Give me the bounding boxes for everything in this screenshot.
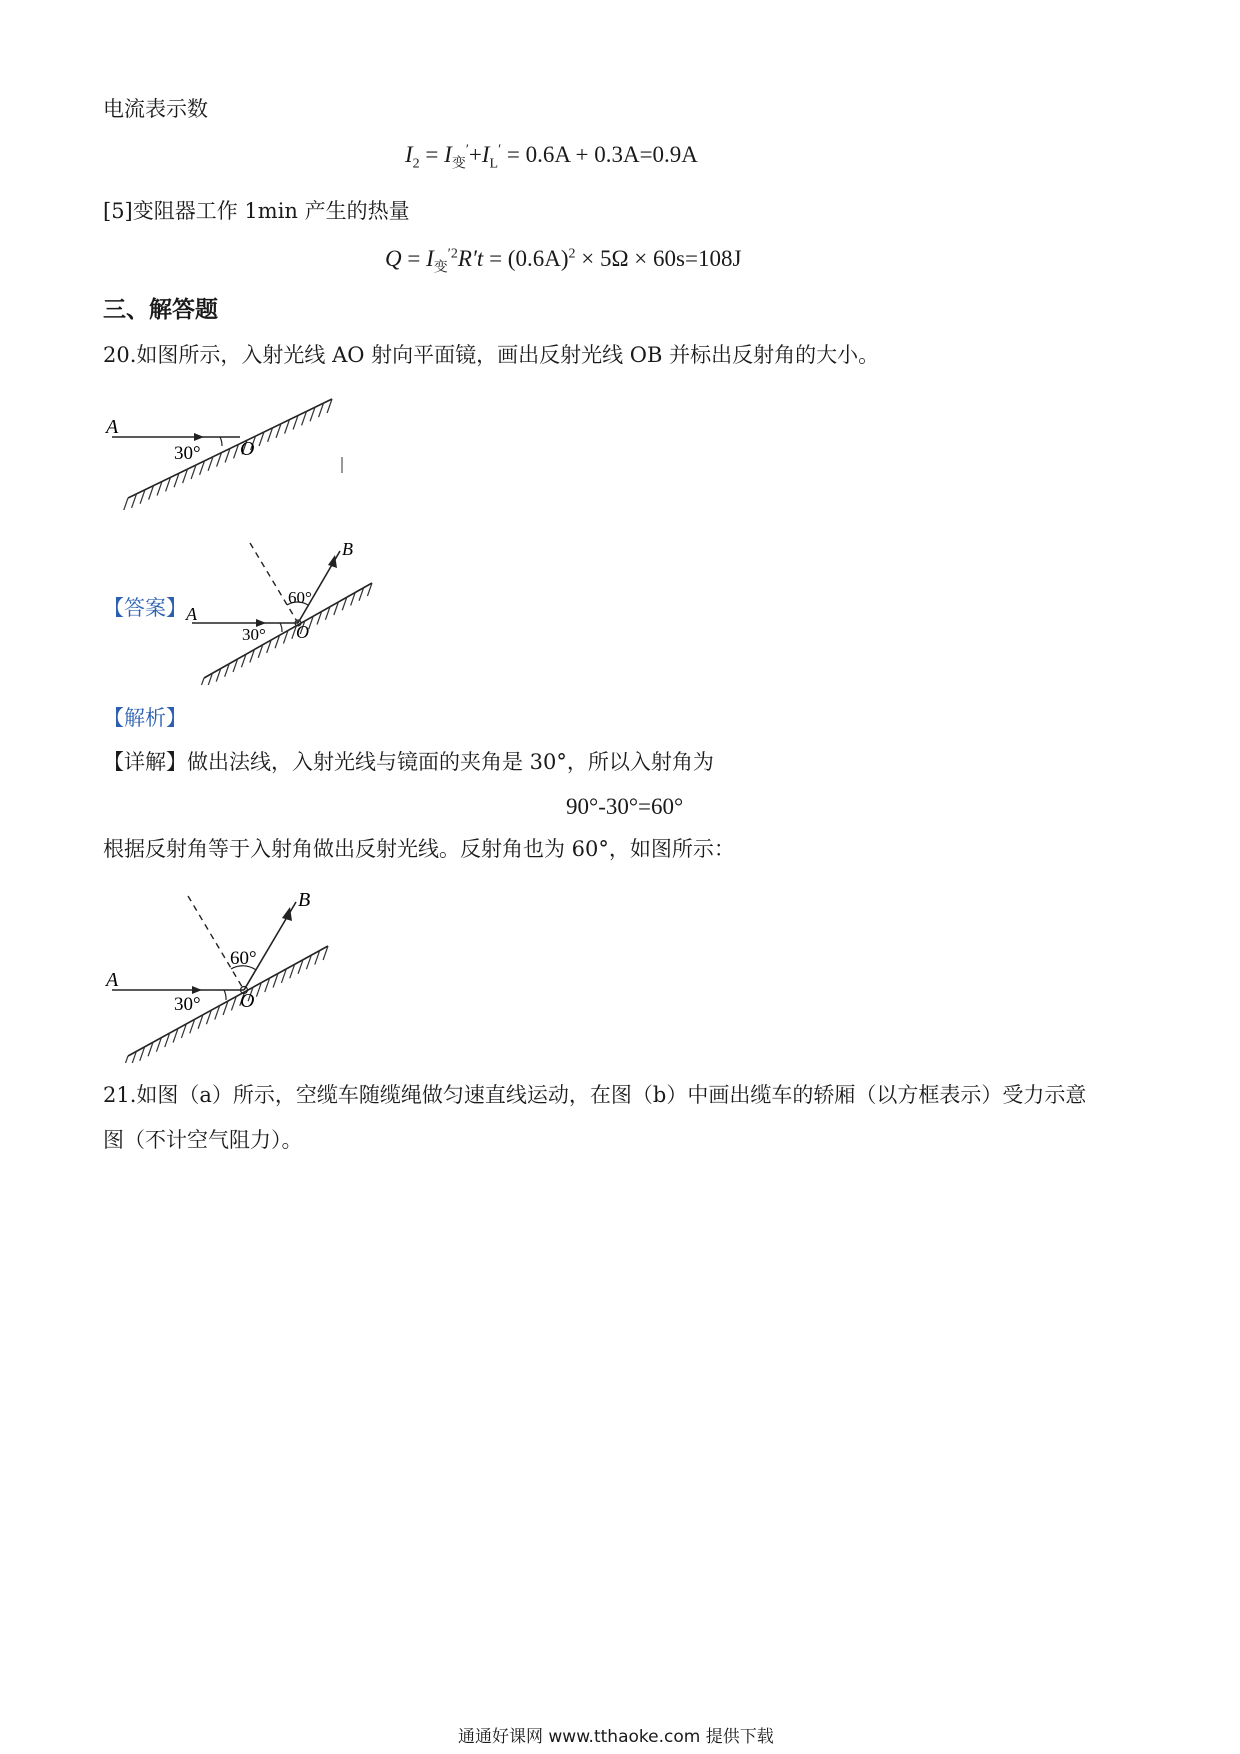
question-20: 20.如图所示，入射光线 AO 射向平面镜，画出反射光线 OB 并标出反射角的大小。: [103, 343, 880, 367]
equation-current: [405, 142, 698, 173]
label-angle-60: 60°: [288, 588, 312, 607]
mirror-hatch: [123, 1056, 128, 1063]
question-21-line-1: 21.如图（a）所示，空缆车随缆绳做匀速直线运动，在图（b）中画出缆车的轿厢（以方框表示）受力示意: [103, 1083, 1087, 1107]
incident-arrow: [192, 986, 202, 994]
eq-symbol: I: [444, 142, 452, 167]
label-angle-60: 60°: [230, 948, 257, 969]
eq-subscript: L: [489, 156, 499, 172]
mirror-hatch: [199, 678, 204, 685]
angle-arc-30: [224, 990, 226, 1000]
incident-arrow: [194, 433, 204, 441]
detail-text-2: 根据反射角等于入射角做出反射光线。反射角也为 60°，如图所示：: [103, 837, 735, 861]
question-21-line-2: 图（不计空气阻力）。: [103, 1128, 303, 1152]
label-o: O: [240, 990, 255, 1012]
label-a: A: [106, 416, 119, 438]
text-current-reading: 电流表示数: [103, 97, 208, 121]
label-o: O: [296, 622, 309, 642]
eq-subscript: 变: [433, 260, 448, 276]
section-heading: 三、解答题: [103, 296, 218, 323]
eq-superscript: 2: [568, 246, 576, 262]
equation-heat: [385, 246, 741, 277]
eq-symbol: Q: [385, 246, 402, 271]
analysis-tag: 【解析】: [103, 706, 187, 730]
figure-answer: [180, 535, 380, 685]
mirror-surface: [199, 583, 372, 685]
normal-line: [188, 896, 244, 990]
eq-plus: +: [468, 142, 482, 167]
mirror-surface: [123, 399, 332, 510]
calc-equation: 90°-30°=60°: [566, 794, 684, 819]
text-heat-intro: [5]变阻器工作 1min 产生的热量: [103, 199, 410, 223]
label-b: B: [298, 889, 311, 911]
eq-subscript: 2: [412, 156, 420, 172]
label-angle-30: 30°: [242, 625, 266, 644]
eq-prime: ′: [498, 142, 502, 158]
label-o: O: [240, 438, 255, 460]
eq-rest: × 5Ω × 60s=108J: [575, 246, 742, 271]
label-a: A: [106, 969, 119, 991]
eq-rhs: = 0.6A + 0.3A=0.9A: [501, 142, 698, 167]
eq-symbol: R′t: [457, 246, 484, 271]
reflected-arrow: [282, 907, 292, 921]
footer-source: 通通好课网 www.tthaoke.com 提供下载: [458, 1727, 774, 1747]
eq-rhs: = (0.6A): [483, 246, 569, 271]
angle-arc: [220, 437, 222, 446]
label-angle-30: 30°: [174, 994, 201, 1015]
label-angle-30: 30°: [174, 443, 201, 464]
answer-tag: 【答案】: [103, 596, 187, 620]
mirror-surface: [123, 946, 328, 1063]
eq-symbol: I: [405, 142, 413, 167]
eq-subscript: 变: [451, 156, 466, 172]
figure-explanation: [100, 878, 340, 1063]
eq-superscript: ′2: [447, 246, 458, 262]
detail-text: 【详解】做出法线，入射光线与镜面的夹角是 30°，所以入射角为: [103, 750, 714, 774]
eq-symbol: I: [426, 246, 434, 271]
eq-prime: ′: [465, 142, 469, 158]
mirror-hatch: [123, 498, 128, 510]
eq-equals: =: [419, 142, 445, 167]
angle-arc-30: [280, 623, 282, 632]
eq-symbol: I: [481, 142, 490, 167]
label-b: B: [342, 539, 353, 559]
figure-question-20: [100, 385, 360, 510]
normal-line: [250, 543, 298, 623]
eq-equals: =: [401, 246, 427, 271]
label-a: A: [186, 604, 197, 624]
